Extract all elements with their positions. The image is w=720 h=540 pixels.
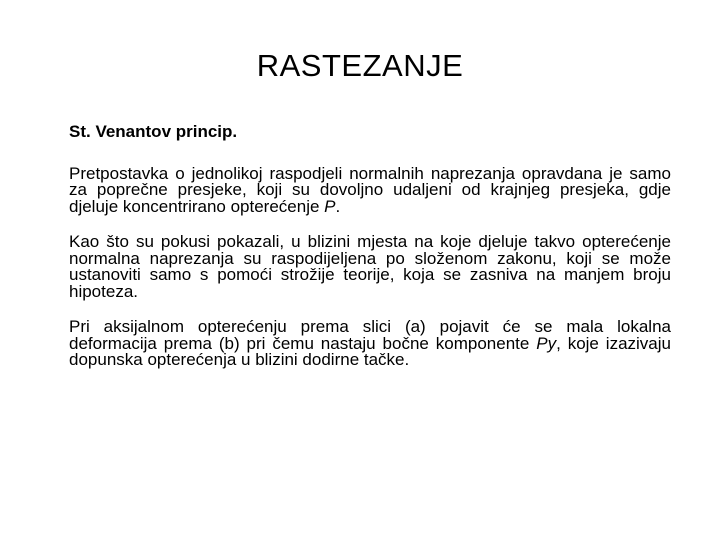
paragraph-experiments [69,234,671,300]
paragraph-experiments-text: Kao što su pokusi pokazali, u blizini mjesta na koje djeluje takvo opterećenje normalna naprezanja su raspodijeljena po složenom zakonu, koji se može ustanoviti samo s pomoći strožije teorije, koja se zasniva na manjem broju hipoteza. [69,232,671,301]
paragraph-assumption-text: Pretpostavka o jednolikoj raspodjeli normalnih naprezanja opravdana je samo za poprečne presjeke, koji su dovoljno udaljeni od krajnjeg presjeka, gdje djeluje koncentrirano opterećenje [69,163,671,216]
slide-title: RASTEZANJE [256,48,464,83]
paragraph-axial-load [69,319,671,369]
component-symbol-py: Py [536,333,557,353]
slide-subtitle: St. Venantov princip. [69,122,238,141]
slide-body [69,124,671,388]
load-symbol-p: P [324,196,336,216]
paragraph-assumption [69,163,671,216]
paragraph-assumption-end: . [335,196,341,216]
paragraph-axial-load-end: , koje izazivaju dopunska opterećenja u blizini dodirne tačke. [69,333,671,369]
paragraph-axial-load-text: Pri aksijalnom opterećenju prema slici (a) pojavit će se mala lokalna deformacija prema (b) pri čemu nastaju bočne komponente [69,317,671,353]
